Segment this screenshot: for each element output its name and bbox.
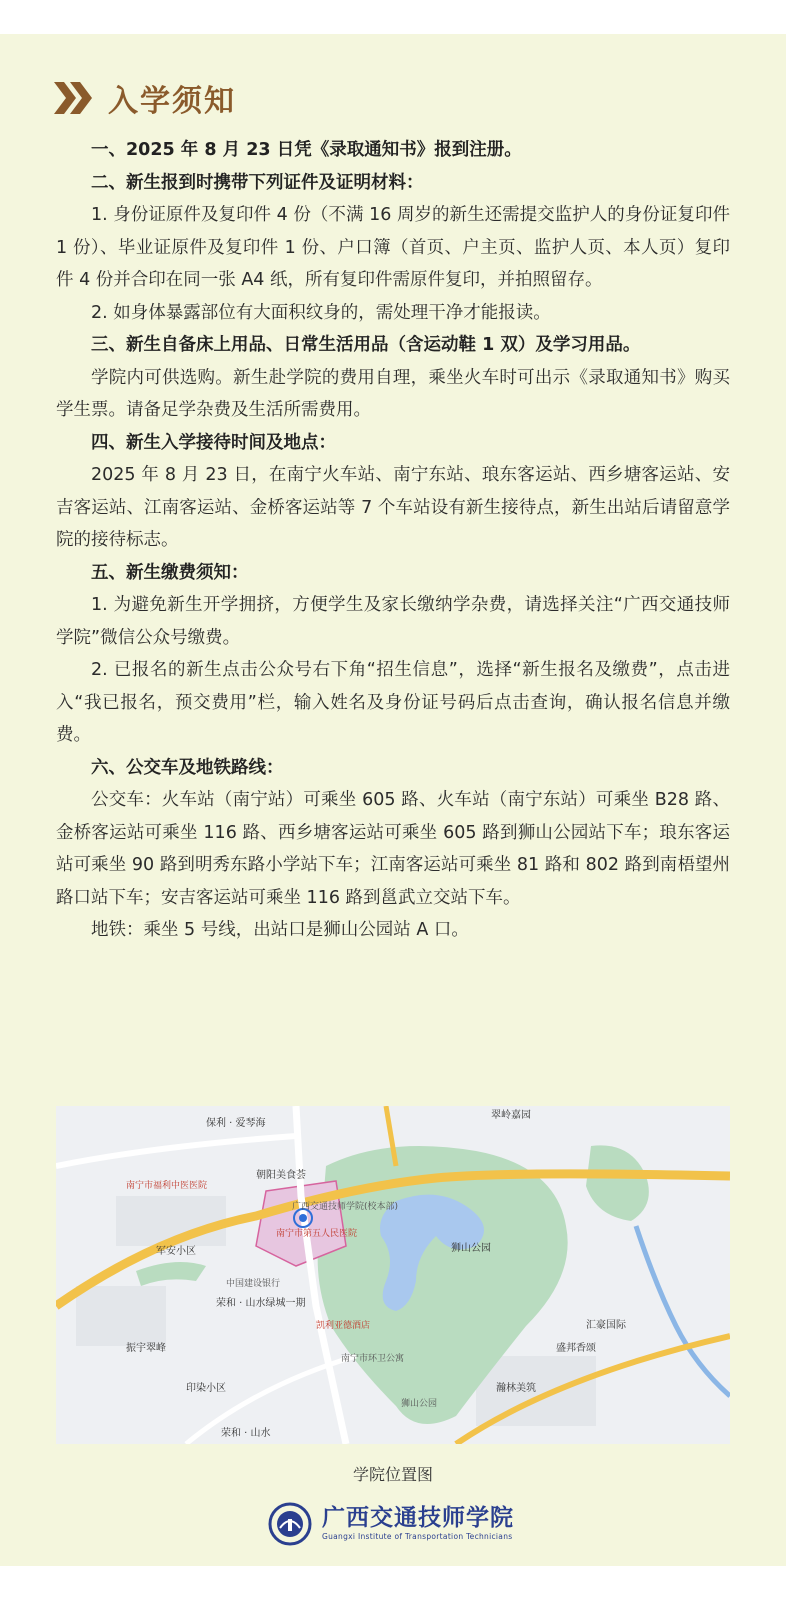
double-chevron-icon [52, 80, 96, 116]
map-label: 南宁市福利中医医院 [126, 1181, 208, 1191]
map-label: 朝阳美食荟 [256, 1170, 306, 1181]
map-label: 保利 · 爱琴海 [206, 1118, 266, 1129]
map-label: 荣和 · 山水 [221, 1428, 271, 1439]
section-title: 一、2025 年 8 月 23 日凭《录取通知书》报到注册。 [91, 140, 522, 160]
map-label: 翠岭嘉园 [491, 1110, 531, 1121]
section-title: 二、新生报到时携带下列证件及证明材料： [91, 172, 424, 193]
map-label: 南宁市第五人民医院 [276, 1229, 358, 1239]
map-caption: 学院位置图 [352, 1465, 433, 1484]
section-title: 五、新生缴费须知： [91, 562, 249, 583]
map-label: 军安小区 [156, 1246, 196, 1257]
section-paragraph: 地铁：乘坐 5 号线，出站口是狮山公园站 A 口。 [91, 920, 469, 940]
section-title: 六、公交车及地铁路线： [91, 757, 284, 778]
map-label: 荣和 · 山水绿城一期 [216, 1298, 306, 1309]
map-label: 盛邦香颂 [556, 1343, 596, 1354]
section-paragraph: 公交车：火车站（南宁站）可乘坐 605 路、火车站（南宁东站）可乘坐 B28 路、金桥客运站可乘坐 116 路、西乡塘客运站可乘坐 605 路到狮山公园站下车；琅东客运站可乘坐 90 路到明秀东路小学站下车；江南客运站可乘坐 81 路和 802 路到南梧望州路口站下车；安吉客运站可乘坐 116 路到邕武立交站下车。 [56, 790, 730, 908]
heading-title: 入学须知 [108, 84, 236, 119]
school-logo-icon [268, 1502, 312, 1546]
footer-brand [268, 1500, 514, 1548]
notice-content [56, 134, 730, 947]
section-paragraph: 1. 为避免新生开学拥挤，方便学生及家长缴纳学杂费，请选择关注“广西交通技师学院”微信公众号缴费。 [56, 595, 730, 648]
section-paragraph: 2025 年 8 月 23 日，在南宁火车站、南宁东站、琅东客运站、西乡塘客运站、安吉客运站、江南客运站、金桥客运站等 7 个车站设有新生接待点，新生出站后请留意学院的接待标志。 [56, 465, 730, 550]
section-paragraph: 1. 身份证原件及复印件 4 份（不满 16 周岁的新生还需提交监护人的身份证复印件 1 份）、毕业证原件及复印件 1 份、户口簿（首页、户主页、监护人页、本人页）复印件 4 份并合印在同一张 A4 纸，所有复印件需原件复印，并拍照留存。 [56, 205, 730, 290]
map-label: 中国建设银行 [226, 1279, 281, 1289]
section-paragraph: 学院内可供选购。新生赴学院的费用自理，乘坐火车时可出示《录取通知书》购买学生票。请备足学杂费及生活所需费用。 [56, 367, 730, 420]
map-label: 凯利亚德酒店 [316, 1321, 371, 1331]
section-paragraph: 2. 已报名的新生点击公众号右下角“招生信息”，选择“新生报名及缴费”，点击进入“我已报名，预交费用”栏，输入姓名及身份证号码后点击查询，确认报名信息并缴费。 [56, 660, 730, 745]
map-label: 南宁市环卫公寓 [341, 1354, 405, 1364]
map-canvas [56, 1106, 730, 1444]
map-label: 汇豪国际 [586, 1320, 626, 1331]
section-title: 三、新生自备床上用品、日常生活用品（含运动鞋 1 双）及学习用品。 [91, 335, 641, 355]
school-name-cn: 广西交通技师学院 [322, 1505, 514, 1531]
section-paragraph: 2. 如身体暴露部位有大面积纹身的，需处理干净才能报读。 [91, 302, 551, 323]
school-name-en: Guangxi Institute of Transportation Technicians [322, 1532, 513, 1541]
map-label: 振宇翠峰 [126, 1343, 166, 1354]
map-label: 印染小区 [186, 1383, 226, 1394]
map-label: 瀚林美筑 [496, 1383, 536, 1394]
section-title: 四、新生入学接待时间及地点： [91, 432, 336, 453]
map-label: 狮山公园 [401, 1399, 438, 1409]
section-heading [52, 78, 236, 118]
map-label: 广西交通技师学院(校本部) [292, 1202, 399, 1212]
location-map[interactable] [56, 1106, 730, 1444]
map-label: 狮山公园 [451, 1243, 491, 1254]
